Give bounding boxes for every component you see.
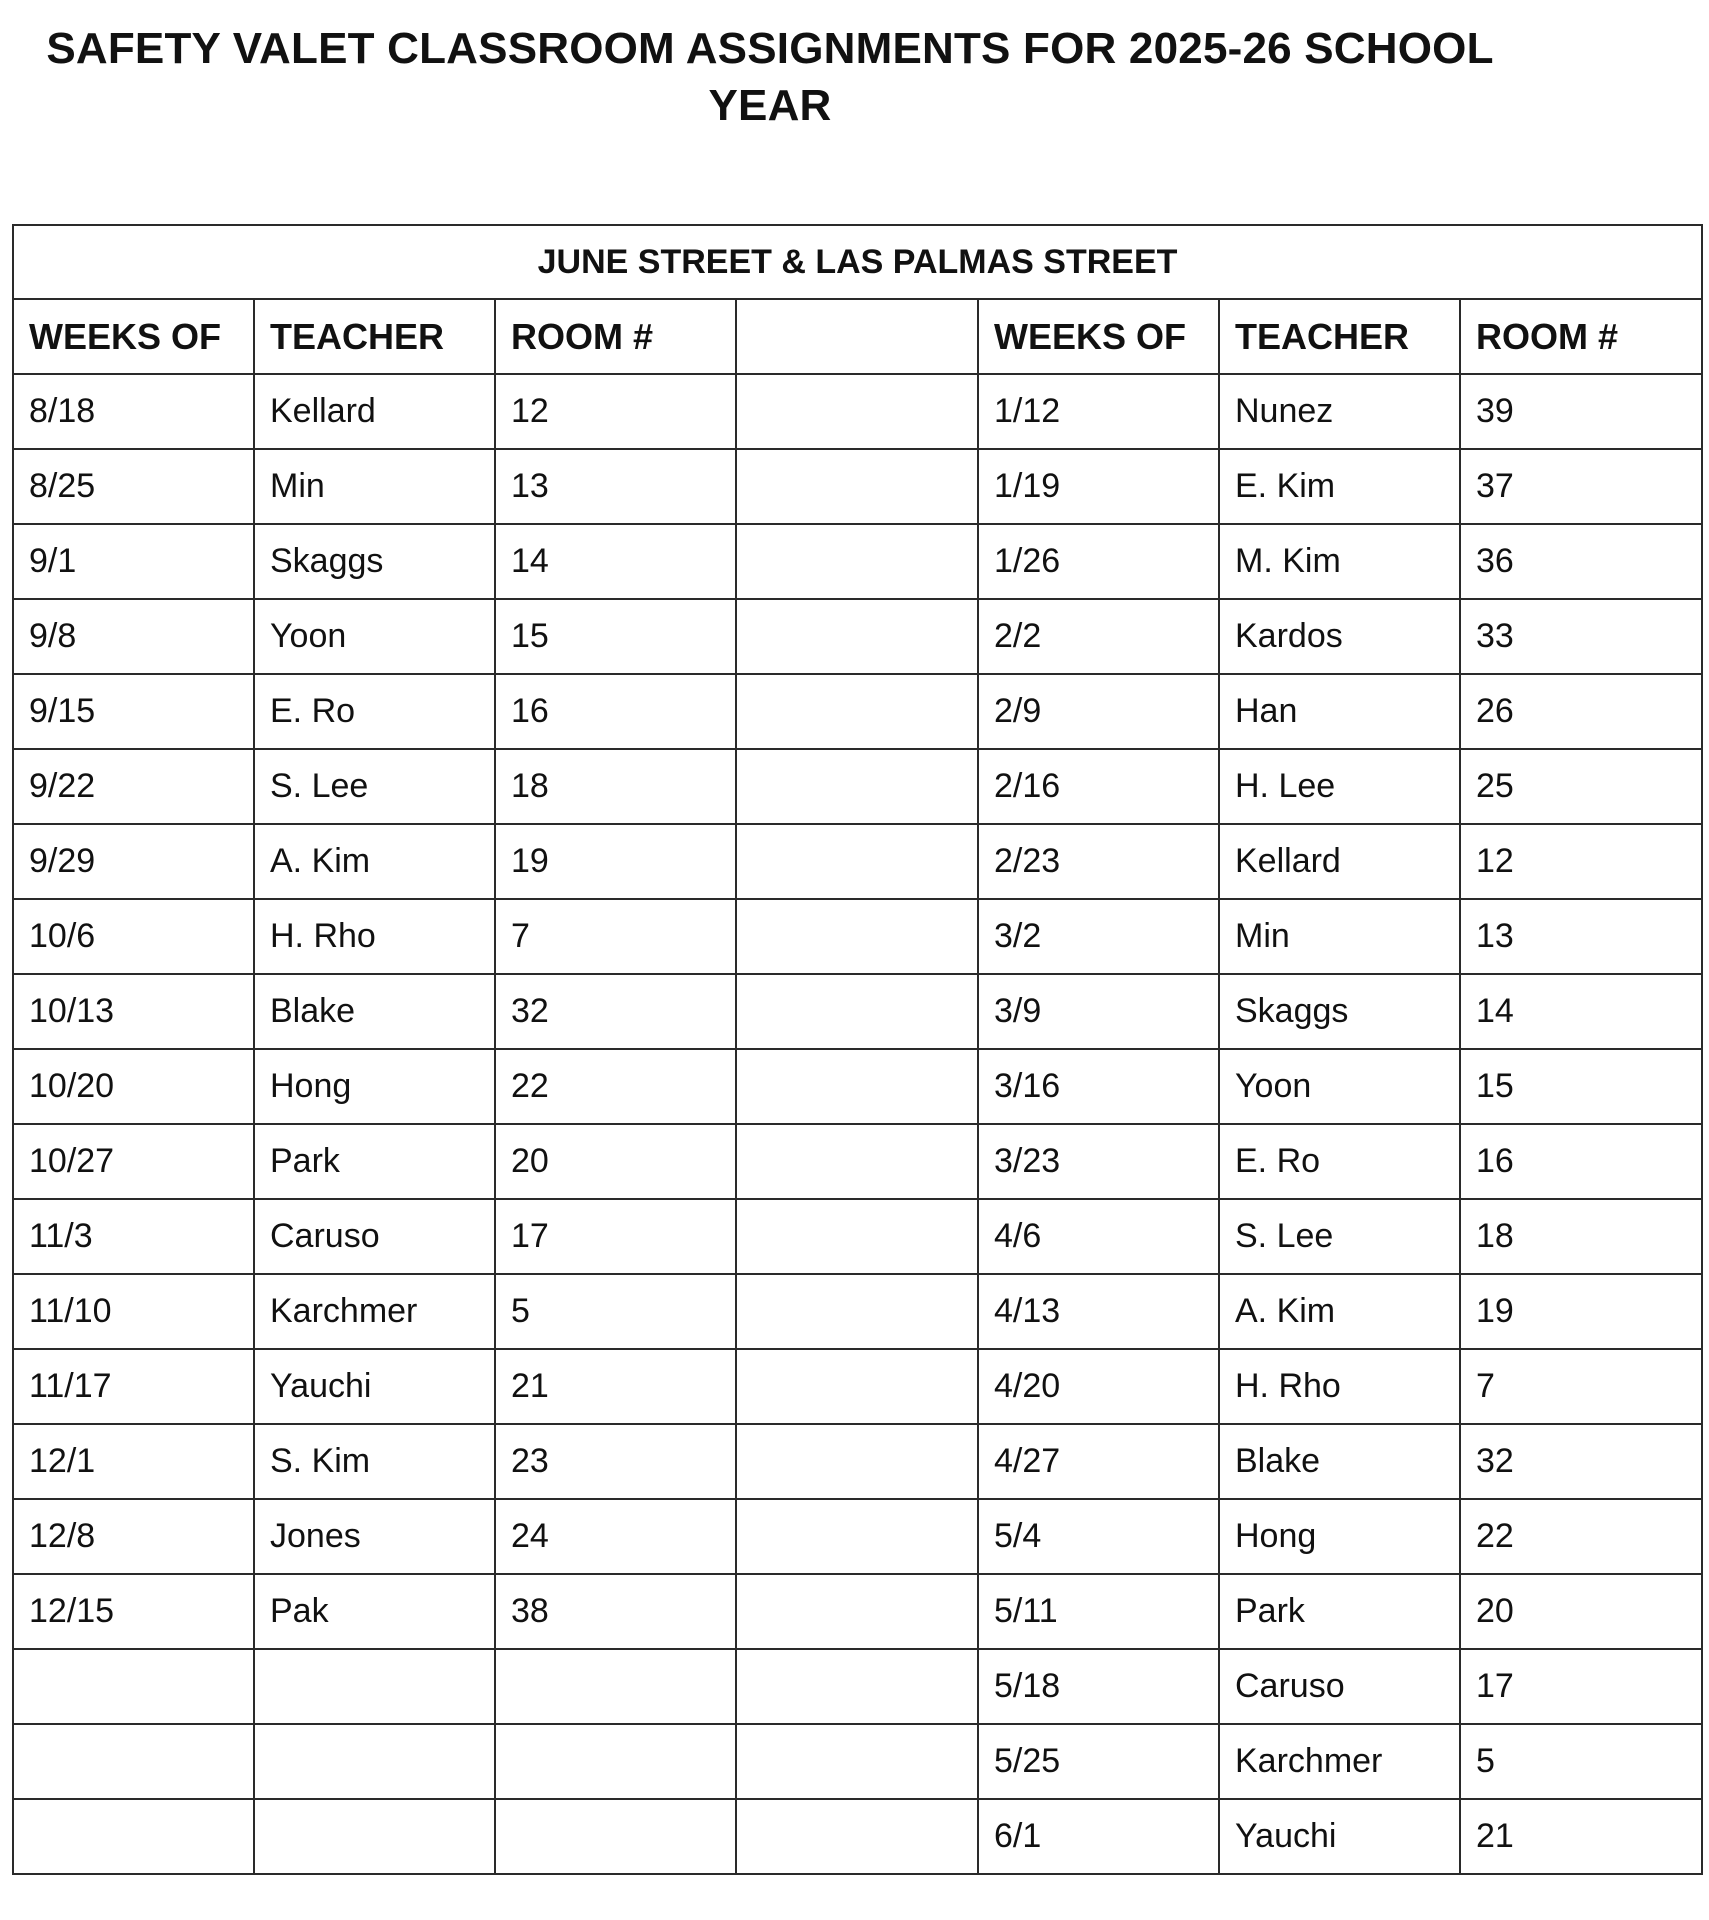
left-room-cell: 14	[495, 524, 736, 599]
left-teacher-cell: Park	[254, 1124, 495, 1199]
left-week-cell	[13, 1799, 254, 1874]
right-room-cell: 12	[1460, 824, 1702, 899]
right-teacher-cell: Blake	[1219, 1424, 1460, 1499]
right-week-cell: 2/23	[978, 824, 1219, 899]
left-teacher-cell: Hong	[254, 1049, 495, 1124]
left-room-cell: 18	[495, 749, 736, 824]
table-row	[13, 674, 1702, 749]
left-teacher-cell: S. Lee	[254, 749, 495, 824]
left-room-cell: 19	[495, 824, 736, 899]
left-teacher-cell: Blake	[254, 974, 495, 1049]
column-header-room: ROOM #	[1460, 299, 1702, 374]
table-row	[13, 899, 1702, 974]
left-room-cell: 7	[495, 899, 736, 974]
right-week-cell: 4/27	[978, 1424, 1219, 1499]
left-room-cell: 16	[495, 674, 736, 749]
column-header-room: ROOM #	[495, 299, 736, 374]
right-teacher-cell: E. Kim	[1219, 449, 1460, 524]
left-week-cell: 9/29	[13, 824, 254, 899]
right-teacher-cell: A. Kim	[1219, 1274, 1460, 1349]
column-gap	[736, 599, 978, 674]
left-teacher-cell: Karchmer	[254, 1274, 495, 1349]
right-room-cell: 7	[1460, 1349, 1702, 1424]
column-gap	[736, 449, 978, 524]
left-teacher-cell: Min	[254, 449, 495, 524]
table-row	[13, 449, 1702, 524]
left-week-cell	[13, 1649, 254, 1724]
right-teacher-cell: Hong	[1219, 1499, 1460, 1574]
left-teacher-cell: Caruso	[254, 1199, 495, 1274]
table-row	[13, 1049, 1702, 1124]
right-room-cell: 26	[1460, 674, 1702, 749]
section-title: JUNE STREET & LAS PALMAS STREET	[13, 225, 1702, 299]
left-teacher-cell: Kellard	[254, 374, 495, 449]
right-week-cell: 5/4	[978, 1499, 1219, 1574]
right-teacher-cell: H. Rho	[1219, 1349, 1460, 1424]
assignment-table	[12, 224, 1703, 1875]
right-teacher-cell: Skaggs	[1219, 974, 1460, 1049]
right-week-cell: 5/11	[978, 1574, 1219, 1649]
right-week-cell: 5/25	[978, 1724, 1219, 1799]
left-room-cell: 24	[495, 1499, 736, 1574]
right-teacher-cell: Yauchi	[1219, 1799, 1460, 1874]
right-room-cell: 33	[1460, 599, 1702, 674]
table-row	[13, 974, 1702, 1049]
column-gap	[736, 899, 978, 974]
right-teacher-cell: H. Lee	[1219, 749, 1460, 824]
table-row	[13, 599, 1702, 674]
left-week-cell: 11/3	[13, 1199, 254, 1274]
column-header-weeks-of: WEEKS OF	[13, 299, 254, 374]
right-week-cell: 6/1	[978, 1799, 1219, 1874]
left-week-cell: 10/27	[13, 1124, 254, 1199]
right-teacher-cell: Yoon	[1219, 1049, 1460, 1124]
table-row	[13, 1424, 1702, 1499]
table-row	[13, 1274, 1702, 1349]
left-week-cell: 9/8	[13, 599, 254, 674]
table-row	[13, 1124, 1702, 1199]
right-week-cell: 3/2	[978, 899, 1219, 974]
right-room-cell: 36	[1460, 524, 1702, 599]
right-week-cell: 4/6	[978, 1199, 1219, 1274]
left-week-cell: 12/15	[13, 1574, 254, 1649]
section-header-row	[13, 225, 1702, 299]
column-gap	[736, 1424, 978, 1499]
left-teacher-cell	[254, 1799, 495, 1874]
right-week-cell: 5/18	[978, 1649, 1219, 1724]
left-week-cell: 10/13	[13, 974, 254, 1049]
left-room-cell: 21	[495, 1349, 736, 1424]
left-teacher-cell	[254, 1724, 495, 1799]
left-week-cell: 9/22	[13, 749, 254, 824]
right-week-cell: 1/26	[978, 524, 1219, 599]
left-week-cell: 11/10	[13, 1274, 254, 1349]
right-teacher-cell: Kardos	[1219, 599, 1460, 674]
left-room-cell: 17	[495, 1199, 736, 1274]
column-gap	[736, 1274, 978, 1349]
right-teacher-cell: S. Lee	[1219, 1199, 1460, 1274]
right-teacher-cell: Caruso	[1219, 1649, 1460, 1724]
left-week-cell	[13, 1724, 254, 1799]
left-teacher-cell	[254, 1649, 495, 1724]
right-week-cell: 1/19	[978, 449, 1219, 524]
right-week-cell: 2/2	[978, 599, 1219, 674]
left-room-cell: 15	[495, 599, 736, 674]
column-gap	[736, 1124, 978, 1199]
left-week-cell: 10/6	[13, 899, 254, 974]
left-week-cell: 9/15	[13, 674, 254, 749]
table-row	[13, 1499, 1702, 1574]
table-row	[13, 1799, 1702, 1874]
left-week-cell: 8/25	[13, 449, 254, 524]
left-room-cell: 23	[495, 1424, 736, 1499]
column-gap	[736, 524, 978, 599]
right-room-cell: 39	[1460, 374, 1702, 449]
right-week-cell: 2/9	[978, 674, 1219, 749]
column-header-teacher: TEACHER	[1219, 299, 1460, 374]
left-room-cell	[495, 1649, 736, 1724]
left-teacher-cell: A. Kim	[254, 824, 495, 899]
right-week-cell: 3/23	[978, 1124, 1219, 1199]
right-room-cell: 20	[1460, 1574, 1702, 1649]
right-room-cell: 16	[1460, 1124, 1702, 1199]
right-room-cell: 19	[1460, 1274, 1702, 1349]
right-teacher-cell: Han	[1219, 674, 1460, 749]
left-teacher-cell: Yoon	[254, 599, 495, 674]
left-teacher-cell: Yauchi	[254, 1349, 495, 1424]
left-teacher-cell: H. Rho	[254, 899, 495, 974]
right-teacher-cell: Karchmer	[1219, 1724, 1460, 1799]
left-room-cell: 38	[495, 1574, 736, 1649]
right-room-cell: 37	[1460, 449, 1702, 524]
left-week-cell: 9/1	[13, 524, 254, 599]
column-gap	[736, 824, 978, 899]
table-row	[13, 749, 1702, 824]
right-room-cell: 22	[1460, 1499, 1702, 1574]
column-header-teacher: TEACHER	[254, 299, 495, 374]
column-gap	[736, 1349, 978, 1424]
column-gap	[736, 1049, 978, 1124]
right-teacher-cell: Min	[1219, 899, 1460, 974]
column-header-weeks-of: WEEKS OF	[978, 299, 1219, 374]
left-room-cell: 32	[495, 974, 736, 1049]
column-gap	[736, 674, 978, 749]
column-gap	[736, 1499, 978, 1574]
right-teacher-cell: E. Ro	[1219, 1124, 1460, 1199]
page-title: SAFETY VALET CLASSROOM ASSIGNMENTS FOR 2025-26 SCHOOL YEAR	[46, 24, 1494, 130]
left-teacher-cell: Pak	[254, 1574, 495, 1649]
table-row	[13, 1199, 1702, 1274]
table-row	[13, 1649, 1702, 1724]
right-teacher-cell: Nunez	[1219, 374, 1460, 449]
left-week-cell: 10/20	[13, 1049, 254, 1124]
right-room-cell: 18	[1460, 1199, 1702, 1274]
left-room-cell: 5	[495, 1274, 736, 1349]
right-room-cell: 13	[1460, 899, 1702, 974]
left-teacher-cell: Jones	[254, 1499, 495, 1574]
table-row	[13, 374, 1702, 449]
table-row	[13, 1574, 1702, 1649]
left-room-cell: 20	[495, 1124, 736, 1199]
column-gap	[736, 299, 978, 374]
left-room-cell: 13	[495, 449, 736, 524]
right-room-cell: 15	[1460, 1049, 1702, 1124]
column-gap	[736, 749, 978, 824]
right-teacher-cell: M. Kim	[1219, 524, 1460, 599]
left-week-cell: 12/1	[13, 1424, 254, 1499]
table-row	[13, 1349, 1702, 1424]
left-teacher-cell: Skaggs	[254, 524, 495, 599]
right-teacher-cell: Park	[1219, 1574, 1460, 1649]
left-week-cell: 8/18	[13, 374, 254, 449]
right-room-cell: 21	[1460, 1799, 1702, 1874]
right-room-cell: 14	[1460, 974, 1702, 1049]
right-room-cell: 32	[1460, 1424, 1702, 1499]
table-row	[13, 524, 1702, 599]
right-week-cell: 2/16	[978, 749, 1219, 824]
left-teacher-cell: E. Ro	[254, 674, 495, 749]
right-room-cell: 25	[1460, 749, 1702, 824]
column-gap	[736, 974, 978, 1049]
column-gap	[736, 374, 978, 449]
left-week-cell: 12/8	[13, 1499, 254, 1574]
table-row	[13, 1724, 1702, 1799]
right-teacher-cell: Kellard	[1219, 824, 1460, 899]
table-row	[13, 824, 1702, 899]
left-room-cell	[495, 1799, 736, 1874]
right-room-cell: 17	[1460, 1649, 1702, 1724]
column-gap	[736, 1574, 978, 1649]
left-teacher-cell: S. Kim	[254, 1424, 495, 1499]
left-room-cell: 12	[495, 374, 736, 449]
left-room-cell	[495, 1724, 736, 1799]
column-gap	[736, 1199, 978, 1274]
column-gap	[736, 1724, 978, 1799]
right-week-cell: 4/13	[978, 1274, 1219, 1349]
right-week-cell: 3/9	[978, 974, 1219, 1049]
column-gap	[736, 1799, 978, 1874]
column-header-row	[13, 299, 1702, 374]
right-week-cell: 3/16	[978, 1049, 1219, 1124]
left-week-cell: 11/17	[13, 1349, 254, 1424]
left-room-cell: 22	[495, 1049, 736, 1124]
right-room-cell: 5	[1460, 1724, 1702, 1799]
right-week-cell: 1/12	[978, 374, 1219, 449]
column-gap	[736, 1649, 978, 1724]
right-week-cell: 4/20	[978, 1349, 1219, 1424]
